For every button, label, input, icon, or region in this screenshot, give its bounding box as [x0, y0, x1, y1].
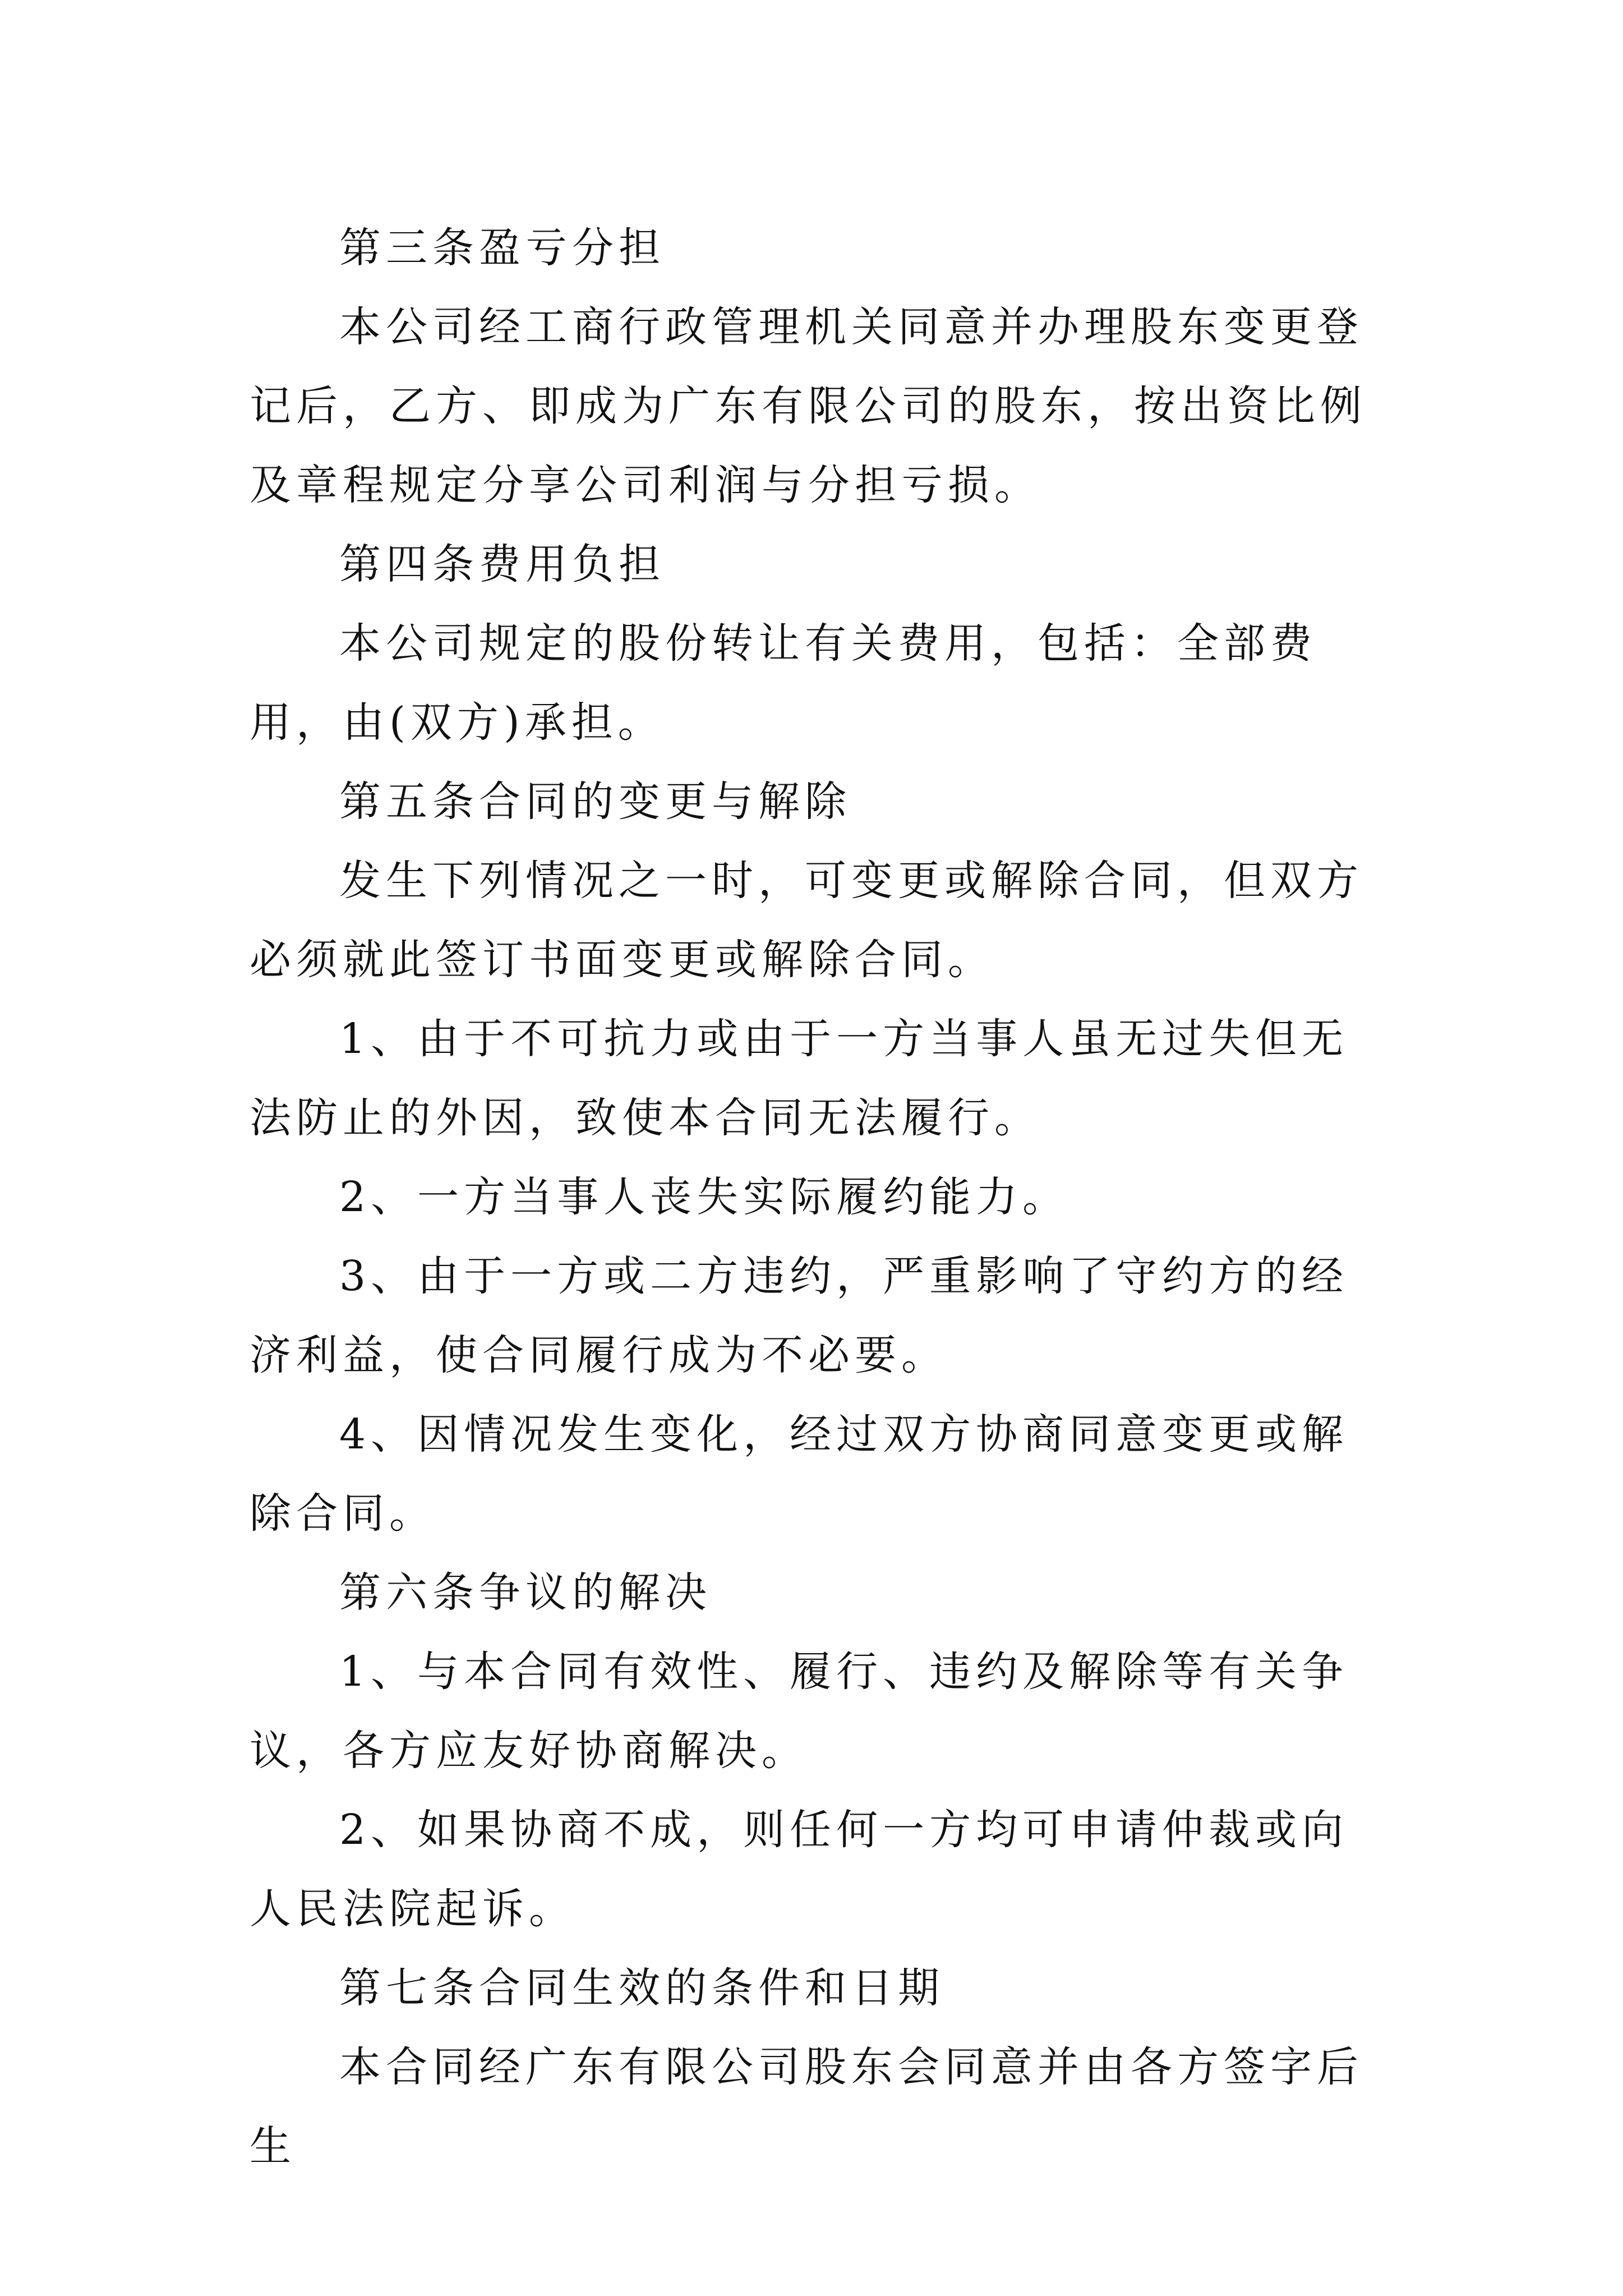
list-item-6-2: 2、如果协商不成，则任何一方均可申请仲裁或向人民法院起诉。 — [250, 1806, 1349, 1933]
section-heading-article-5: 第五条合同的变更与解除 — [339, 777, 851, 826]
document-body — [250, 209, 1382, 2186]
paragraph-fees: 本公司规定的股份转让有关费用，包括：全部费用，由(双方)承担。 — [250, 619, 1317, 747]
section-heading-article-4: 第四条费用负担 — [339, 540, 665, 588]
list-item-6-1: 1、与本合同有效性、履行、违约及解除等有关争议，各方应友好协商解决。 — [250, 1648, 1349, 1775]
section-heading-article-6: 第六条争议的解决 — [339, 1568, 712, 1617]
paragraph-effective-conditions: 本合同经广东有限公司股东会同意并由各方签字后生 — [250, 2043, 1363, 2170]
section-heading-article-3: 第三条盈亏分担 — [339, 224, 665, 272]
paragraph-profit-loss: 本公司经工商行政管理机关同意并办理股东变更登记后，乙方、即成为广东有限公司的股东，按出资比例及章程规定分享公司利润与分担亏损。 — [250, 303, 1367, 509]
list-item-5-3: 3、由于一方或二方违约，严重影响了守约方的经济利益，使合同履行成为不必要。 — [250, 1252, 1349, 1379]
paragraph-change-termination: 发生下列情况之一时，可变更或解除合同，但双方必须就此签订书面变更或解除合同。 — [250, 857, 1363, 984]
list-item-5-4: 4、因情况发生变化，经过双方协商同意变更或解除合同。 — [250, 1410, 1349, 1538]
list-item-5-2: 2、一方当事人丧失实际履约能力。 — [339, 1173, 1069, 1221]
section-heading-article-7: 第七条合同生效的条件和日期 — [339, 1964, 944, 2012]
list-item-5-1: 1、由于不可抗力或由于一方当事人虽无过失但无法防止的外因，致使本合同无法履行。 — [250, 1015, 1349, 1142]
